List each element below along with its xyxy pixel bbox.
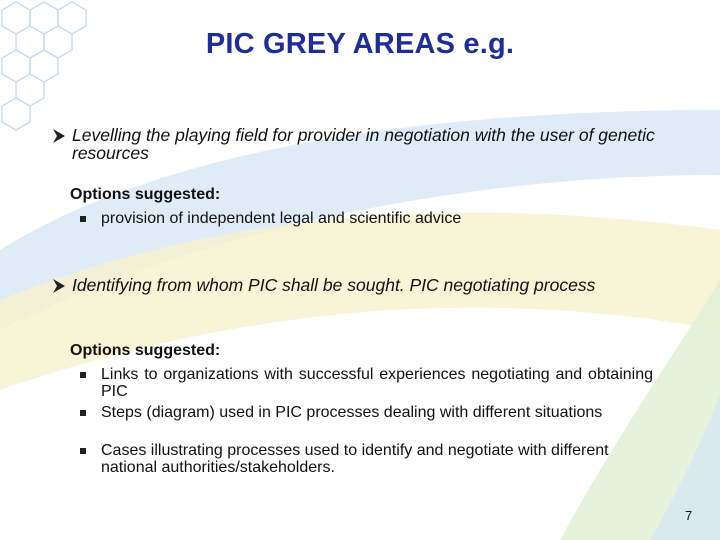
arrow-bullet-icon bbox=[52, 278, 66, 294]
square-bullet-icon bbox=[80, 448, 86, 454]
slide-title: PIC GREY AREAS e.g. bbox=[205, 28, 515, 60]
bullet-text: Levelling the playing field for provider in negotiation with the user of genetic resources bbox=[72, 125, 655, 163]
sub-bullet-text: Steps (diagram) used in PIC processes dealing with different situations bbox=[101, 404, 603, 421]
sub-bullet-text: provision of independent legal and scientific advice bbox=[101, 210, 462, 227]
arrow-bullet-icon bbox=[52, 128, 66, 144]
sub-bullet-text: Cases illustrating processes used to identify and negotiate with different national authorities/stakeholders. bbox=[101, 442, 609, 476]
square-bullet-icon bbox=[80, 216, 86, 222]
options-heading: Options suggested: bbox=[70, 186, 221, 203]
options-heading: Options suggested: bbox=[70, 342, 221, 359]
bullet-text: Identifying from whom PIC shall be sought. PIC negotiating process bbox=[72, 275, 596, 295]
square-bullet-icon bbox=[80, 372, 86, 378]
page-number: 7 bbox=[685, 508, 693, 523]
sub-bullet-text: Links to organizations with successful experiences negotiating and obtaining PIC bbox=[101, 366, 653, 400]
square-bullet-icon bbox=[80, 410, 86, 416]
